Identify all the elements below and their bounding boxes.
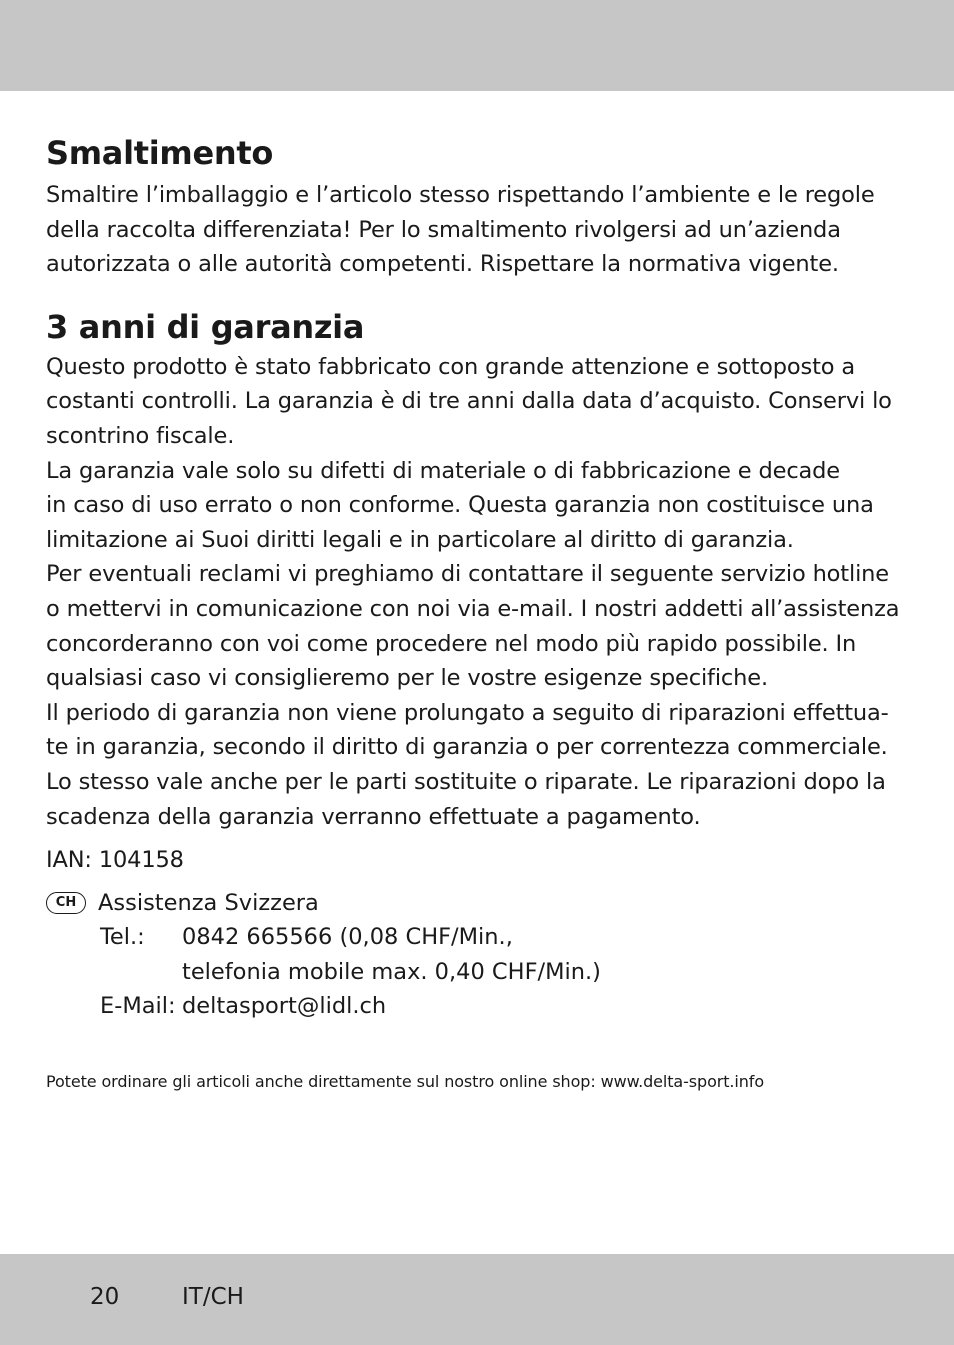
tel-value-mobile: telefonia mobile max. 0,40 CHF/Min.)	[182, 958, 601, 985]
support-title: Assistenza Svizzera	[98, 889, 319, 916]
warranty-line: in caso di uso errato o non conforme. Questa garanzia non costituisce una	[46, 492, 874, 519]
contact-details	[100, 920, 916, 1024]
disposal-line: Smaltire l’imballaggio e l’articolo stesso rispettando l’ambiente e le regole	[46, 182, 875, 208]
warranty-line: Lo stesso vale anche per le parti sostituite o riparate. Le riparazioni dopo la	[46, 768, 886, 795]
disposal-line: della raccolta differenziata! Per lo smaltimento rivolgersi ad un’azienda	[46, 216, 841, 243]
warranty-line: Per eventuali reclami vi preghiamo di contattare il seguente servizio hotline	[46, 561, 889, 588]
email-value[interactable]: deltasport@lidl.ch	[182, 993, 387, 1020]
page-number: 20	[90, 1284, 120, 1310]
tel-value: 0842 665566 (0,08 CHF/Min.,	[182, 924, 513, 951]
disposal-line: autorizzata o alle autorità competenti. Rispettare la normativa vigente.	[46, 251, 839, 278]
disposal-body	[46, 178, 916, 282]
header-band	[0, 0, 954, 91]
warranty-line: limitazione ai Suoi diritti legali e in particolare al diritto di garanzia.	[46, 526, 794, 553]
language-code: IT/CH	[182, 1284, 244, 1310]
support-header	[46, 886, 916, 921]
warranty-line: o mettervi in comunicazione con noi via e-mail. I nostri addetti all’assistenza	[46, 595, 900, 622]
page-content	[46, 130, 916, 1024]
warranty-line: concorderanno con voi come procedere nel modo più rapido possibile. In	[46, 630, 857, 657]
email-label: E-Mail:	[100, 993, 176, 1020]
warranty-line: qualsiasi caso vi consiglieremo per le vostre esigenze specifiche.	[46, 665, 768, 692]
country-badge-icon: CH	[46, 892, 86, 914]
warranty-body	[46, 350, 916, 834]
warranty-line: scadenza della garanzia verranno effettuate a pagamento.	[46, 803, 701, 830]
warranty-line: Il periodo di garanzia non viene prolungato a seguito di riparazioni effettua-	[46, 699, 889, 726]
support-block	[46, 886, 916, 1024]
tel-label-spacer	[100, 955, 182, 990]
warranty-line: te in garanzia, secondo il diritto di garanzia o per correntezza commerciale.	[46, 734, 888, 761]
warranty-title: 3 anni di garanzia	[46, 307, 365, 346]
tel-label: Tel.:	[100, 924, 145, 951]
warranty-line: Questo prodotto è stato fabbricato con grande attenzione e sottoposto a	[46, 353, 855, 380]
footer-band	[0, 1254, 954, 1345]
warranty-line: La garanzia vale solo su difetti di materiale o di fabbricazione e decade	[46, 457, 840, 484]
shop-note: Potete ordinare gli articoli anche direttamente sul nostro online shop: www.delta-sport.info	[46, 1072, 765, 1091]
warranty-line: scontrino fiscale.	[46, 422, 235, 449]
disposal-title: Smaltimento	[46, 134, 274, 172]
warranty-line: costanti controlli. La garanzia è di tre anni dalla data d’acquisto. Conservi lo	[46, 388, 892, 415]
ian-number: IAN: 104158	[46, 847, 184, 874]
